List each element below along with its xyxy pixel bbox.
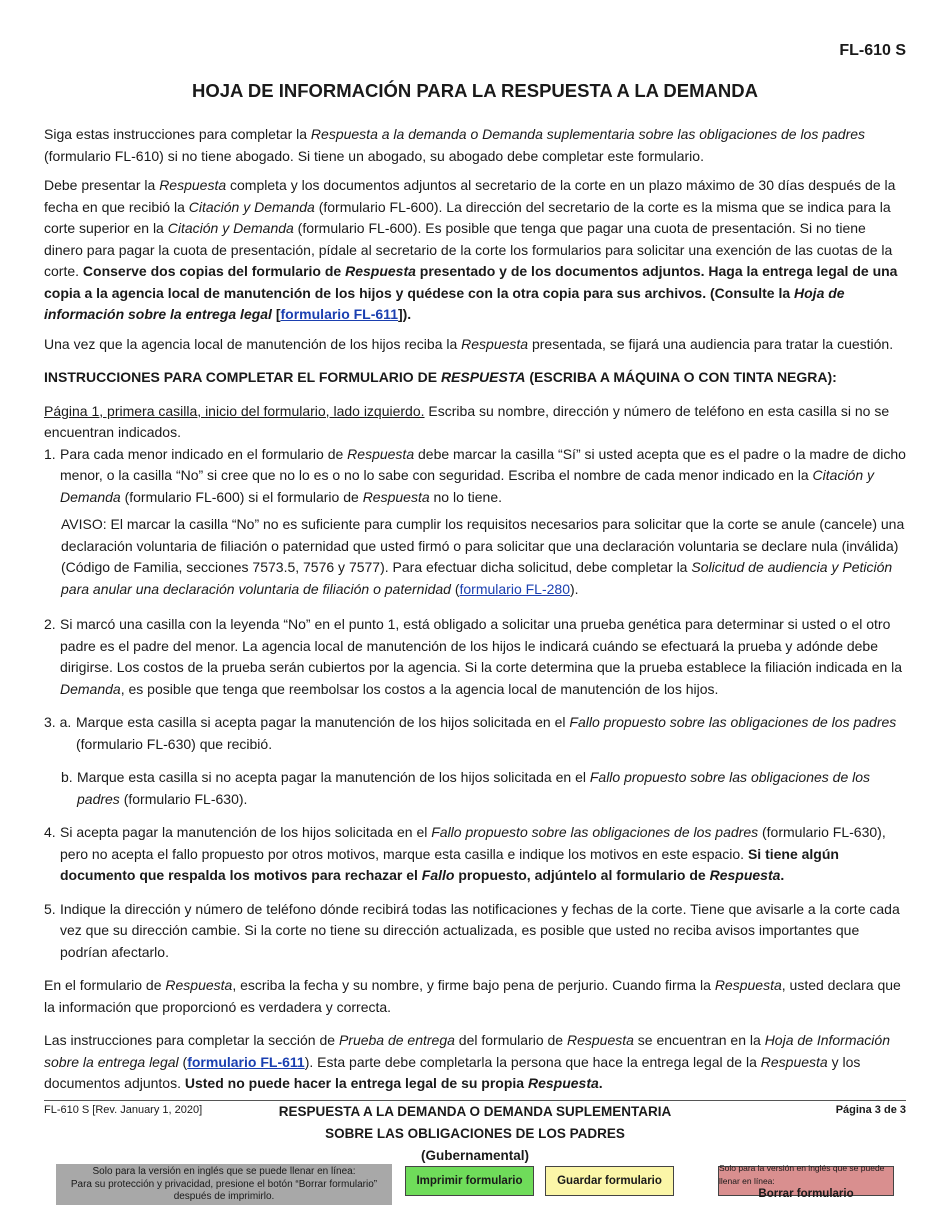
list-item-3a: 3. a. Marque esta casilla si acepta pagar la manutención de los hijos solicitada en el Fallo propuesto sobre las obligaciones de los padres (formulario FL-630) que recibió. [44, 714, 897, 752]
list-item-4: 4. Si acepta pagar la manutención de los hijos solicitada en el Fallo propuesto sobre las obligaciones de los padres (formulario FL-630), pero no acepta el fallo propuesto por otros motivos, marque esta casilla e indique los motivos en este espacio. Si tiene algún documento que respalda los motivos para rechazar el Fallo propuesto, adjúntelo al formulario de Respuesta. [44, 824, 886, 883]
list-item-1: 1. Para cada menor indicado en el formulario de Respuesta debe marcar la casilla “Sí” si usted acepta que es el padre o la madre de dicho menor, o la casilla “No” si cree que no lo es o no lo sabe con seguridad. Escriba el nombre de cada menor indicado en la Citación y Demanda (formulario FL-600) si el formulario de Respuesta no lo tiene. [44, 445, 906, 505]
instructions-body [44, 124, 908, 1103]
closing-paragraph-1: En el formulario de Respuesta, escriba la fecha y su nombre, y firme bajo pena de perjurio. Cuando firma la Respuesta, usted declara que la información que proporcionó es verdadera y correcta. [44, 977, 901, 1015]
list-item-3b: b. Marque esta casilla si no acepta pagar la manutención de los hijos solicitada en el Fallo propuesto sobre las obligaciones de los padres (formulario FL-630). [61, 769, 871, 807]
form-number: FL-610 S [839, 42, 906, 59]
list-item-5: 5. Indique la dirección y número de teléfono dónde recibirá todas las notificaciones y fechas de la corte. Tiene que avisarle a la corte cada vez que su dirección cambie. Si la corte no tiene su dirección actualizada, es posible que usted no reciba avisos importantes que podrían afectarlo. [44, 900, 900, 960]
save-form-button[interactable]: Guardar formulario [545, 1166, 674, 1196]
print-form-button[interactable]: Imprimir formulario [405, 1166, 534, 1196]
footer-form-title: RESPUESTA A LA DEMANDA O DEMANDA SUPLEMENTARIA SOBRE LAS OBLIGACIONES DE LOS PADRES (Gubernamental) [278, 1104, 672, 1163]
page-title: HOJA DE INFORMACIÓN PARA LA RESPUESTA A LA DEMANDA [192, 80, 758, 101]
intro-paragraph-3: Una vez que la agencia local de manutención de los hijos reciba la Respuesta presentada, se fijará una audiencia para tratar la cuestión. [44, 335, 894, 352]
page1-instruction: Página 1, primera casilla, inicio del formulario, lado izquierdo. Escriba su nombre, dirección y número de teléfono en esta casilla si no se encuentran indicados. [44, 402, 890, 440]
privacy-notice-box: Solo para la versión en inglés que se puede llenar en línea: Para su protección y privacidad, presione el botón “Borrar formulario” después de imprimirlo. [56, 1164, 392, 1205]
form-fl-611-link-2[interactable]: formulario FL-611 [187, 1053, 305, 1070]
footer-page-number: Página 3 de 3 [835, 1104, 906, 1116]
form-fl-280-link[interactable]: formulario FL-280 [459, 580, 570, 597]
intro-paragraph-1: Siga estas instrucciones para completar la Respuesta a la demanda o Demanda suplementaria sobre las obligaciones de los padres (formulario FL-610) si no tiene abogado. Si tiene un abogado, su abogado debe completar este formulario. [44, 126, 866, 164]
clear-form-button[interactable]: Solo para la versión en inglés que se puede llenar en línea: Borrar formulario [718, 1166, 894, 1196]
instructions-heading: INSTRUCCIONES PARA COMPLETAR EL FORMULARIO DE RESPUESTA (ESCRIBA A MÁQUINA O CON TINTA NEGRA): [44, 369, 837, 385]
form-fl-611-link[interactable]: formulario FL-611 [280, 306, 398, 322]
closing-paragraph-2: Las instrucciones para completar la sección de Prueba de entrega del formulario de Respuesta se encuentran en la Hoja de Información sobre la entrega legal (formulario FL-611). Esta parte debe completarla la persona que hace la entrega legal de la Respuesta y los documentos adjuntos. Usted no puede hacer la entrega legal de su propia Respuesta. [44, 1032, 890, 1091]
footer-form-revision: FL-610 S [Rev. January 1, 2020] [44, 1104, 203, 1116]
list-item-2: 2. Si marcó una casilla con la leyenda “No” en el punto 1, está obligado a solicitar una prueba genética para determinar si usted o el otro padre es el padre del menor. La agencia local de manutención de los hijos le indicará cuándo se efectuará la prueba y adónde debe dirigirse. Los costos de la prueba serán cubiertos por la agencia. Si la corte determina que la prueba establece la filiación indicada en la Demanda, es posible que tenga que reembolsar los costos a la agencia local de manutención de los hijos. [44, 616, 903, 697]
intro-paragraph-2: Debe presentar la Respuesta completa y los documentos adjuntos al secretario de la corte en un plazo máximo de 30 días después de la fecha en que recibió la Citación y Demanda (formulario FL-600). La dirección del secretario de la corte es la misma que se indica para la corte superior en la Citación y Demanda (formulario FL-600). Es posible que tenga que pagar una cuota de presentación. Si no tiene dinero para pagar la cuota de presentación, pídale al secretario de la corte los formularios para solicitar una exención de las cuotas de la corte. Conserve dos copias del formulario de Respuesta presentado y de los documentos adjuntos. Haga la entrega legal de una copia a la agencia local de manutención de los hijos y quédese con la otra copia para sus archivos. (Consulte la Hoja de información sobre la entrega legal [formulario FL-611]). [44, 177, 898, 322]
notice-paragraph: AVISO: El marcar la casilla “No” no es suficiente para cumplir los requisitos necesarios para solicitar que la corte se anule (cancele) una declaración voluntaria de filiación o paternidad que usted firmó o para solicitar que una declaración voluntaria se declare nula (inválida) (Código de Familia, secciones 7573.5, 7576 y 7577). Para efectuar dicha solicitud, debe completar la Solicitud de audiencia y Petición para anular una declaración voluntaria de filiación o paternidad (formulario FL-280). [61, 516, 905, 597]
